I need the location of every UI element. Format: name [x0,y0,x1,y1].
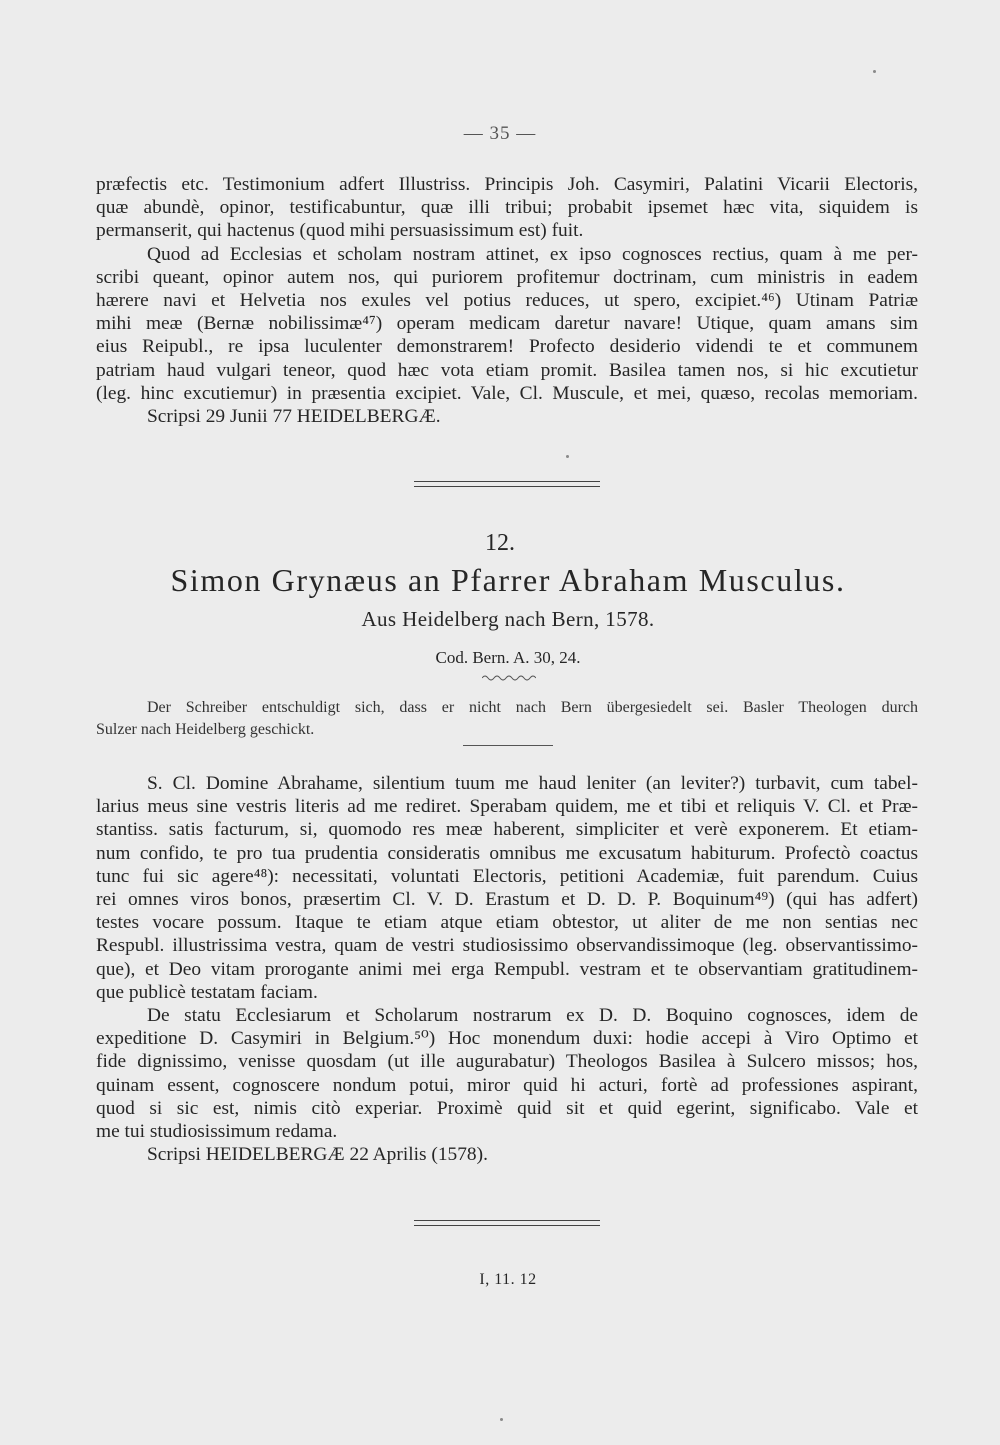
signature-line: Scripsi 29 Junii 77 HEIDELBERGÆ. [147,406,441,428]
text-line: S. Cl. Domine Abrahame, silentium tuum me haud leniter (an leviter?) turbavit, cum tabel- [147,773,918,794]
section-divider [414,1220,600,1226]
scan-speck [566,455,569,458]
text-line: que publicè testatam faciam. [96,981,318,1003]
letter-body [96,772,918,1166]
text-line: tunc fui sic agere⁴⁸): necessitati, voluntati Electoris, petitioni Academiæ, fuit parendum. Cuius [96,865,918,887]
summary-rule [463,745,553,746]
text-line: expeditione D. Casymiri in Belgium.⁵⁰) Hoc monendum duxi: hodie accepi à Viro Optimo et [96,1028,918,1050]
paragraph [96,1143,918,1166]
text-line: (leg. hinc excutiemur) in præsentia excipiet. Vale, Cl. Muscule, et mei, quæso, recolas memoriam. [96,382,918,404]
text-line: De statu Ecclesiarum et Scholarum nostrarum ex D. D. Boquino cognosces, idem de [147,1005,918,1027]
text-line: patriam haud vulgari teneor, quod hæc vota etiam promit. Basilea tamen nos, si hic excutietur [96,359,918,381]
paragraph [96,772,918,1004]
text-line: rei omnes viros bonos, præsertim Cl. V. D. Erastum et D. D. P. Boquinum⁴⁹) (qui has adfert) [96,889,918,911]
text-line: quinam essent, cognoscere nondum potui, miror quid hi acturi, fortè ad professiones aspirant, [96,1074,918,1096]
text-line: mihi meæ (Bernæ nobilissimæ⁴⁷) operam medicam daretur navare! Utique, quam amans sim [96,313,918,335]
scan-speck [500,1418,503,1421]
text-line: larius meus sine vestris literis ad me rediret. Sperabam quidem, me et tibi et reliquis V. Cl. et Præ- [96,796,918,818]
paragraph [96,173,918,243]
text-line: permanserit, qui hactenus (quod mihi persuasissimum est) fuit. [96,220,584,242]
text-line: me tui studiosissimum redama. [96,1121,338,1143]
previous-letter-text [96,173,918,428]
letter-place: Aus Heidelberg nach Bern, 1578. [361,607,655,631]
paragraph [96,1004,918,1143]
text-line: præfectis etc. Testimonium adfert Illustriss. Principis Joh. Casymiri, Palatini Vicarii Electoris, [96,174,918,195]
page-number: — 35 — [463,123,537,144]
paragraph [96,405,918,428]
summary-line: Der Schreiber entschuldigt sich, dass er nicht nach Bern übergesiedelt sei. Basler Theologen durch [147,699,918,716]
signature-line: Scripsi HEIDELBERGÆ 22 Aprilis (1578). [147,1144,488,1166]
scan-speck [873,70,876,73]
text-line: que), et Deo vitam prorogante animi mei erga Rempubl. vestram et te observantiam gratitudinem- [96,958,918,980]
text-line: scribi queant, opinor autem nos, qui puriorem profitemur doctrinam, cum ministris in eadem [96,266,918,288]
letter-source: Cod. Bern. A. 30, 24. [435,648,581,667]
text-line: eius Reipubl., re ipsa luculenter demonstrarem! Profecto desiderio videndi te et communem [96,336,918,358]
text-line: fide dignissimo, venisse quosdam (ut ille augurabatur) Theologos Basilea à Sulcero missos; hos, [96,1051,918,1073]
section-divider [414,481,600,487]
paragraph [96,243,918,405]
text-line: quæ abundè, opinor, testificabuntur, quæ illi tribui; probabit ipsemet hæc vita, siquidem is [96,197,918,219]
letter-title: Simon Grynæus an Pfarrer Abraham Musculus. [170,562,846,598]
letter-summary [96,697,918,740]
summary-line: Sulzer nach Heidelberg geschickt. [96,720,315,738]
text-line: testes vocare possum. Itaque te etiam atque etiam obtestor, ut aliter de me non sentias nec [96,912,918,934]
text-line: quod si sic est, nimis citò experiar. Proximè quid sit et quid egerint, significabo. Vale et [96,1097,918,1119]
text-line: hærere navi et Helvetia nos exules vel potius reduces, ut spero, excipiet.⁴⁶) Utinam Patriæ [96,290,918,312]
text-line: Quod ad Ecclesias et scholam nostram attinet, ex ipso cognosces rectius, quam à me per- [147,243,918,265]
text-line: stantiss. satis facturum, si, quomodo res meæ haberent, simpliciter et verè exponerem. Et etiam- [96,819,918,841]
text-line: num confido, te pro tua prudentia consideratis omnibus me excusatum habiturum. Profectò coactus [96,842,918,864]
letter-number: 12. [485,530,515,556]
signature-mark: I, 11. 12 [479,1271,537,1288]
text-line: Respubl. illustrissima vestra, quam de vestri studiosissimo observandissimoque (leg. observantissimo- [96,935,918,957]
wavy-divider [482,674,536,682]
